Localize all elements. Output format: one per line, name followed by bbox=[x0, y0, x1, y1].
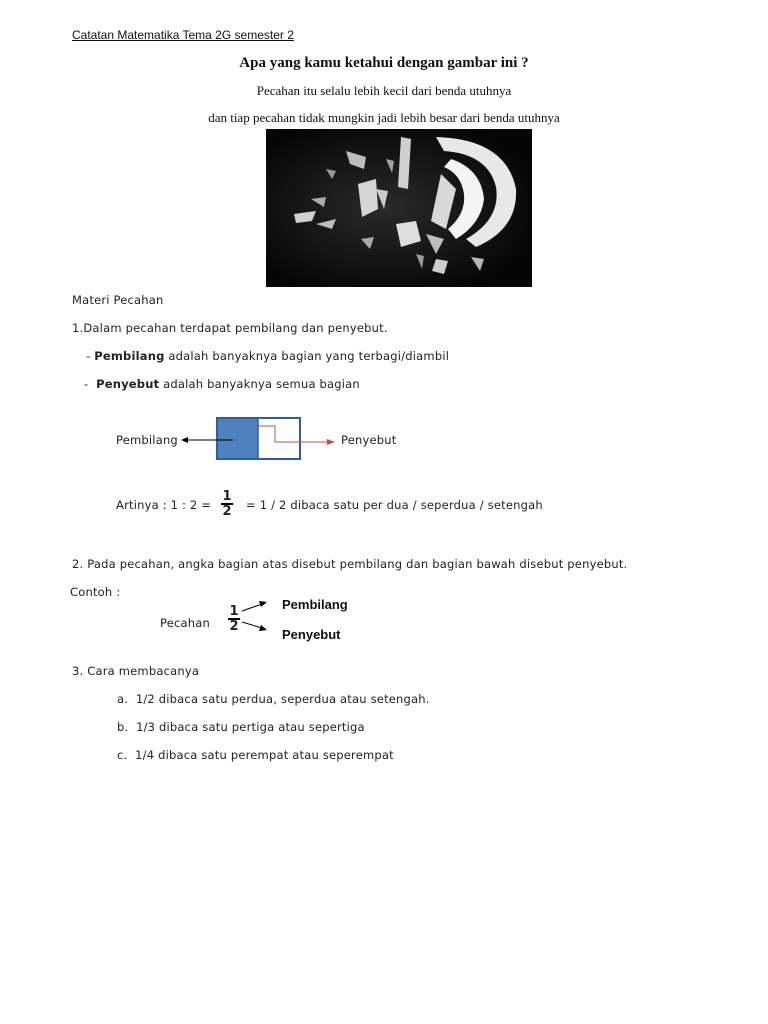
bullet-dash: - bbox=[84, 377, 97, 391]
artinya-fraction bbox=[220, 490, 234, 518]
list-text: 1/2 dibaca satu perdua, seperdua atau setengah. bbox=[135, 692, 430, 706]
contoh-label-pembilang: Pembilang bbox=[282, 597, 348, 612]
bullet-definition: adalah banyaknya bagian yang terbagi/diambil bbox=[168, 349, 450, 363]
contoh-label: Contoh : bbox=[70, 585, 121, 599]
fraction-numerator: 1 bbox=[229, 604, 239, 619]
bullet-definition: adalah banyaknya semua bagian bbox=[163, 377, 360, 391]
document-header: Catatan Matematika Tema 2G semester 2 bbox=[72, 28, 294, 42]
bullet-term: Pembilang bbox=[94, 349, 165, 363]
artinya-suffix: = 1 / 2 dibaca satu per dua / seperdua / setengah bbox=[246, 498, 543, 512]
subtitle-line-1: Pecahan itu selalu lebih kecil dari benda utuhnya bbox=[256, 83, 512, 98]
list-item bbox=[117, 692, 430, 706]
list-marker: a. bbox=[117, 692, 129, 706]
list-marker: b. bbox=[117, 720, 129, 734]
page-title: Apa yang kamu ketahui dengan gambar ini ? bbox=[239, 55, 529, 71]
point-3-title: 3. Cara membacanya bbox=[72, 664, 200, 678]
bullet-term: Penyebut bbox=[96, 377, 160, 391]
fraction-diagram bbox=[175, 412, 340, 468]
fraction-denominator: 2 bbox=[222, 504, 232, 519]
list-marker: c. bbox=[117, 748, 128, 762]
bullet-dash: - bbox=[86, 349, 95, 363]
section-title: Materi Pecahan bbox=[72, 293, 164, 307]
artinya-prefix: Artinya : 1 : 2 = bbox=[116, 498, 212, 512]
list-text: 1/3 dibaca satu pertiga atau sepertiga bbox=[136, 720, 365, 734]
fraction-denominator: 2 bbox=[229, 619, 239, 634]
pecahan-label: Pecahan bbox=[160, 616, 210, 630]
bullet-pembilang bbox=[86, 349, 449, 363]
point-2-text: 2. Pada pecahan, angka bagian atas disebut pembilang dan bagian bawah disebut penyebut. bbox=[72, 557, 628, 571]
point-1-text: 1.Dalam pecahan terdapat pembilang dan penyebut. bbox=[72, 321, 388, 335]
subtitle-line-2: dan tiap pecahan tidak mungkin jadi lebih besar dari benda utuhnya bbox=[208, 110, 560, 125]
bullet-penyebut bbox=[84, 377, 360, 391]
broken-plate-photo bbox=[266, 129, 532, 287]
list-text: 1/4 dibaca satu perempat atau seperempat bbox=[135, 748, 394, 762]
contoh-arrows bbox=[238, 598, 272, 634]
list-item bbox=[117, 748, 394, 762]
contoh-label-penyebut: Penyebut bbox=[282, 627, 341, 642]
list-item bbox=[117, 720, 365, 734]
diagram-label-pembilang: Pembilang bbox=[116, 433, 178, 447]
fraction-numerator: 1 bbox=[222, 489, 232, 504]
diagram-label-penyebut: Penyebut bbox=[341, 433, 397, 447]
